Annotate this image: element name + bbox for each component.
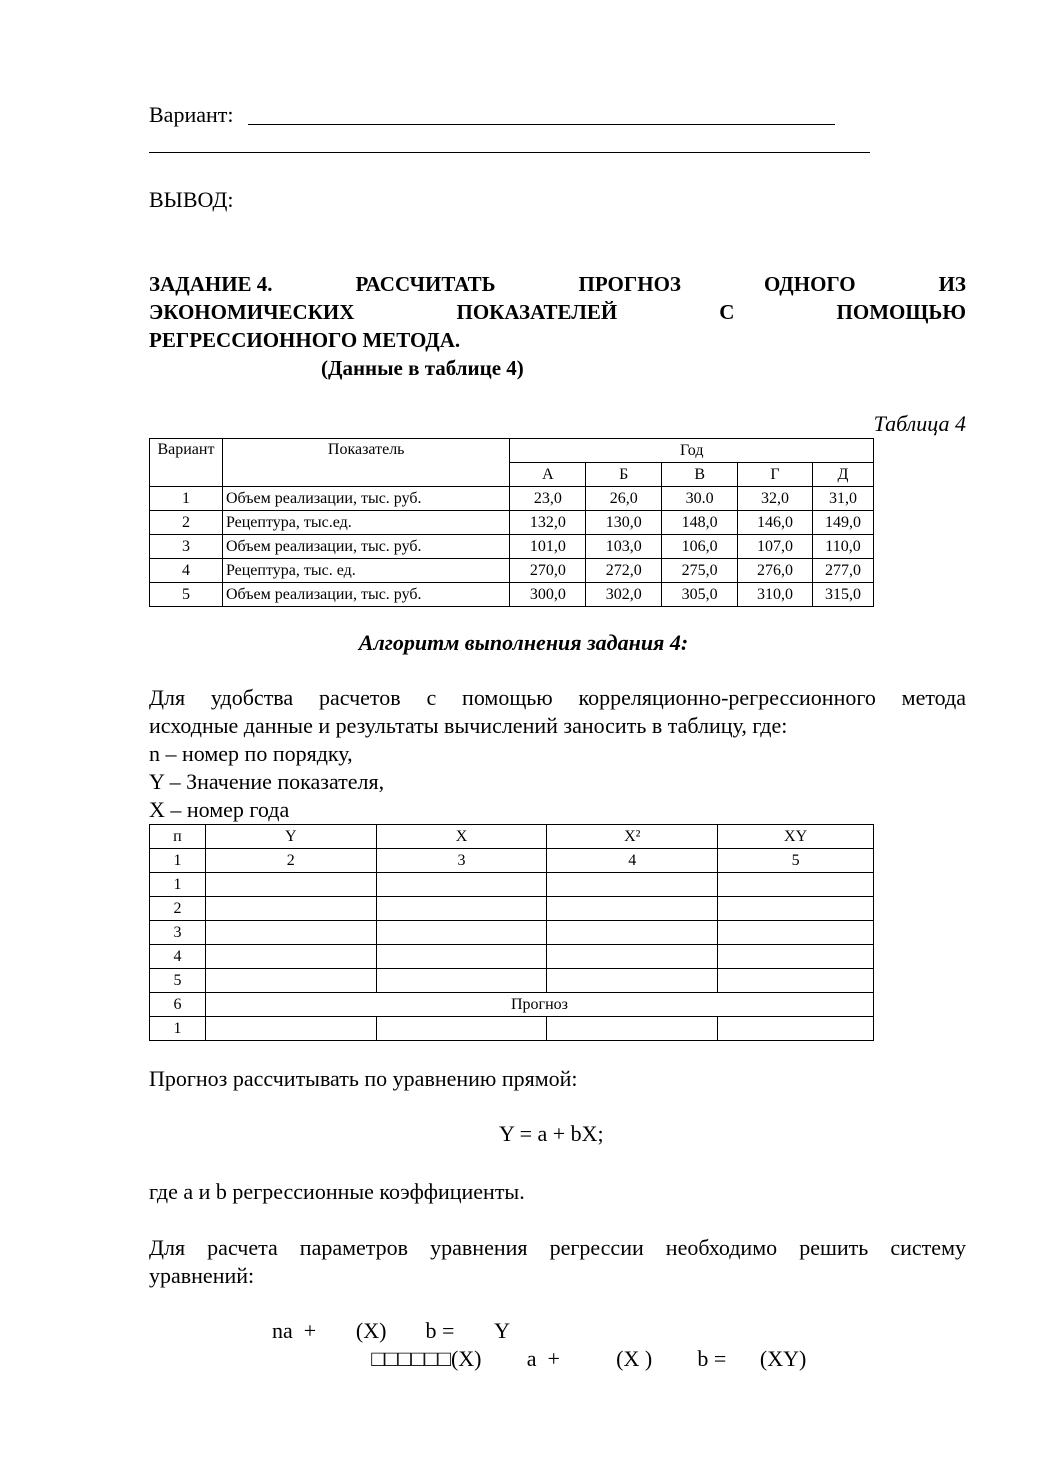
row-indicator: Объем реализации, тыс. руб.: [222, 583, 509, 607]
row-indicator: Объем реализации, тыс. руб.: [222, 487, 509, 511]
heading-line3: РЕГРЕССИОННОГО МЕТОДА.: [149, 328, 461, 352]
row-value: 149,0: [813, 511, 874, 535]
table-row: [150, 897, 874, 921]
row-number: 1: [150, 1017, 206, 1041]
header-indicator: Показатель: [222, 439, 509, 487]
row-value: 276,0: [738, 559, 813, 583]
table-row: [150, 1017, 874, 1041]
header-cell: XY: [718, 825, 874, 849]
row-value: 101,0: [510, 535, 586, 559]
empty-cell: [718, 897, 874, 921]
row-number: 4: [150, 945, 206, 969]
empty-cell: [376, 1017, 547, 1041]
row-value: 310,0: [738, 583, 813, 607]
index-cell: 4: [547, 849, 718, 873]
table-row: [150, 969, 874, 993]
table-row: [150, 583, 874, 607]
empty-cell: [547, 1017, 718, 1041]
row-value: 277,0: [813, 559, 874, 583]
table-row: [150, 921, 874, 945]
row-number: 1: [150, 873, 206, 897]
empty-cell: [376, 969, 547, 993]
row-number: 4: [150, 559, 223, 583]
index-cell: 5: [718, 849, 874, 873]
year-header: В: [662, 463, 738, 487]
algorithm-title-text: Алгоритм выполнения задания 4:: [358, 630, 689, 655]
empty-cell: [205, 945, 376, 969]
year-header: Г: [738, 463, 813, 487]
data-reference: (Данные в таблице 4): [321, 356, 524, 380]
row-value: 31,0: [813, 487, 874, 511]
row-number: 2: [150, 897, 206, 921]
algorithm-title: [149, 630, 966, 656]
empty-cell: [376, 873, 547, 897]
empty-cell: [718, 945, 874, 969]
empty-cell: [205, 921, 376, 945]
table-row: [150, 511, 874, 535]
header-cell: X²: [547, 825, 718, 849]
empty-cell: [718, 873, 874, 897]
header-cell: Y: [205, 825, 376, 849]
table4-caption: Таблица 4: [873, 411, 966, 436]
equation: Y = a + bX;: [499, 1121, 604, 1146]
index-cell: 1: [150, 849, 206, 873]
row-number: 5: [150, 969, 206, 993]
forecast-row: [150, 993, 874, 1017]
row-value: 106,0: [662, 535, 738, 559]
row-value: 132,0: [510, 511, 586, 535]
table-row: [150, 873, 874, 897]
intro-line: Для удобства расчетов с помощью корреляционно-регрессионного метода: [149, 685, 966, 710]
table-row: [150, 945, 874, 969]
empty-cell: [547, 897, 718, 921]
table4: [149, 438, 874, 607]
table-row: [150, 487, 874, 511]
row-value: 315,0: [813, 583, 874, 607]
year-header: Д: [813, 463, 874, 487]
header-year: Год: [510, 439, 874, 463]
row-number: 3: [150, 535, 223, 559]
calculation-table: [149, 824, 874, 1041]
table-row: [150, 535, 874, 559]
heading-word: РАССЧИТАТЬ: [355, 272, 496, 296]
row-number: 3: [150, 921, 206, 945]
heading-word: ИЗ: [938, 272, 966, 296]
row-value: 272,0: [586, 559, 662, 583]
intro-line: исходные данные и результаты вычислений заносить в таблицу, где:: [149, 713, 788, 738]
empty-cell: [205, 1017, 376, 1041]
row-indicator: Рецептура, тыс.ед.: [222, 511, 509, 535]
definition-x: X – номер года: [149, 797, 290, 822]
header-cell: X: [376, 825, 547, 849]
system-paragraph: [149, 1234, 966, 1290]
heading-word: ПРОГНОЗ: [578, 272, 682, 296]
forecast-text: Прогноз рассчитывать по уравнению прямой:: [149, 1066, 578, 1091]
row-number: 1: [150, 487, 223, 511]
system-eq1: na +   (X)   b =   Y: [272, 1318, 511, 1343]
empty-cell: [205, 969, 376, 993]
empty-cell: [376, 897, 547, 921]
header-variant: Вариант: [150, 439, 223, 487]
conclusion-label: ВЫВОД:: [149, 187, 234, 212]
heading-word: ОДНОГО: [764, 272, 856, 296]
variant-underline: [248, 124, 835, 125]
empty-cell: [205, 897, 376, 921]
row-indicator: Объем реализации, тыс. руб.: [222, 535, 509, 559]
forecast-label: Прогноз: [205, 993, 873, 1017]
row-value: 148,0: [662, 511, 738, 535]
row-number: 5: [150, 583, 223, 607]
row-value: 103,0: [586, 535, 662, 559]
heading-word: ПОКАЗАТЕЛЕЙ: [456, 300, 618, 324]
row-number: 6: [150, 993, 206, 1017]
system-eq2:   □□□□□□(X)    a +    (X )    b =  (XY): [337, 1346, 807, 1371]
row-value: 275,0: [662, 559, 738, 583]
heading-word: ПОМОЩЬЮ: [836, 300, 966, 324]
row-value: 130,0: [586, 511, 662, 535]
task-heading: [149, 270, 966, 382]
definition-n: n – номер по порядку,: [149, 741, 353, 766]
empty-cell: [547, 921, 718, 945]
row-value: 32,0: [738, 487, 813, 511]
system-line: Для расчета параметров уравнения регрессии необходимо решить систему: [149, 1235, 966, 1260]
empty-cell: [547, 969, 718, 993]
row-value: 300,0: [510, 583, 586, 607]
definition-y: Y – Значение показателя,: [149, 769, 385, 794]
variant-underline-2: [149, 152, 870, 153]
row-value: 302,0: [586, 583, 662, 607]
row-value: 30.0: [662, 487, 738, 511]
empty-cell: [718, 921, 874, 945]
row-value: 305,0: [662, 583, 738, 607]
row-value: 26,0: [586, 487, 662, 511]
empty-cell: [718, 969, 874, 993]
row-value: 107,0: [738, 535, 813, 559]
year-header: Б: [586, 463, 662, 487]
row-number: 2: [150, 511, 223, 535]
row-value: 110,0: [813, 535, 874, 559]
heading-word: С: [719, 300, 735, 324]
index-cell: 2: [205, 849, 376, 873]
year-header: А: [510, 463, 586, 487]
intro-paragraph: [149, 684, 966, 824]
index-cell: 3: [376, 849, 547, 873]
empty-cell: [205, 873, 376, 897]
variant-label: Вариант:: [149, 102, 234, 127]
empty-cell: [376, 945, 547, 969]
row-value: 146,0: [738, 511, 813, 535]
row-value: 23,0: [510, 487, 586, 511]
row-indicator: Рецептура, тыс. ед.: [222, 559, 509, 583]
heading-word: ЗАДАНИЕ 4.: [149, 272, 273, 296]
empty-cell: [376, 921, 547, 945]
empty-cell: [718, 1017, 874, 1041]
row-value: 270,0: [510, 559, 586, 583]
table-row: [150, 559, 874, 583]
empty-cell: [547, 945, 718, 969]
empty-cell: [547, 873, 718, 897]
heading-word: ЭКОНОМИЧЕСКИХ: [149, 300, 355, 324]
where-text: где a и b регрессионные коэффициенты.: [149, 1179, 525, 1204]
system-line: уравнений:: [149, 1263, 255, 1288]
header-cell: п: [150, 825, 206, 849]
